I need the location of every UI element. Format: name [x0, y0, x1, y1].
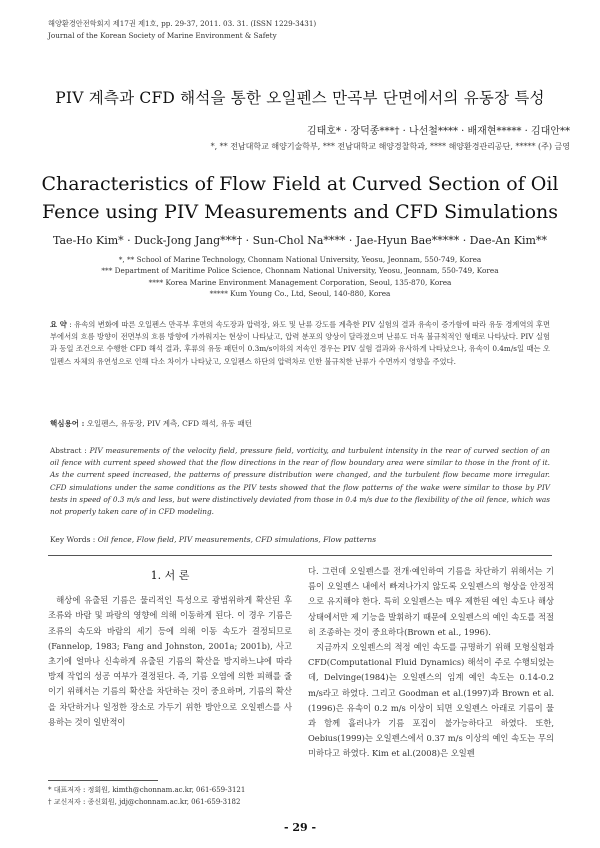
- body-paragraph: 지금까지 오일펜스의 적정 예인 속도를 규명하기 위해 모형실험과 CFD(Computational Fluid Dynamics) 해석이 주로 수행되었는데, Delvinge(1984)는 오일펜스의 임계 예인 속도는 0.14-0.2 m/s라고 하였다. 그리고 Goodman et al.(1997)과 Brown et al.(1996)은 유속이 0.2 m/s 이상이 되면 오일펜스 아래로 기름이 물과 함께 흘러나가 기름 포집이 불가능하다고 하였다. 또한, Oebius(1999)는 오일펜스에서 0.37 m/s 이상의 예인 속도는 무의미하다고 하였다. Kim et al.(2008)은 오일펜: [308, 642, 554, 759]
- journal-header: [48, 18, 316, 42]
- footnotes: [48, 785, 245, 808]
- affiliation-line: ***** Kum Young Co., Ltd, Seoul, 140-880, Korea: [209, 288, 391, 298]
- footnote: * 대표저자 : 정회원, kimth@chonnam.ac.kr, 061-659-3121: [48, 786, 246, 794]
- english-authors: Tae-Ho Kim* · Duck-Jong Jang***† · Sun-Chol Na**** · Jae-Hyun Bae***** · Dae-An Kim**: [53, 234, 547, 247]
- english-keywords-label: Key Words :: [50, 535, 96, 544]
- korean-keywords: [50, 418, 252, 429]
- korean-authors: 김태호* · 장덕종***† · 나선철**** · 배재현***** · 김대안**: [306, 126, 570, 137]
- footnote-divider: [48, 780, 158, 781]
- body-column-right: [308, 564, 554, 762]
- korean-abstract-text: : 유속의 변화에 따른 오일펜스 만곡부 후면의 속도장과 압력장, 와도 및 난류 강도를 계측한 PIV 실험의 결과 유속이 증가함에 따라 유동 경계역의 후면부에서의 흐름 방향이 전면부의 흐름 방향에 가까워지는 현상이 나타났고, 압력 분포의 양상이 달라졌으며 난류도 더욱 불규칙적인 형태로 나타났다. PIV 실험과 동일 조건으로 수행한 CFD 해석 결과, 후류의 유동 패턴이 0.3m/s이하의 저속인 경우는 PIV 실험 결과와 유사하게 나타났으나, 유속이 0.4m/s일 때는 오일펜스 자체의 유연성으로 인해 다소 차이가 나타났고, 오일펜스 하단의 압력차로 인한 불규칙한 난류가 수면까지 영향을 주었다.: [50, 320, 550, 366]
- body-paragraph: 해상에 유출된 기름은 물리적인 특성으로 광범위하게 확산된 후 조류와 바람 및 파랑의 영향에 의해 이동하게 된다. 이 경우 기름은 조류의 속도와 바람의 세기 등에 의해 이동 속도가 결정되므로(Fannelop, 1983; Fang and Johnston, 2001a; 2001b), 사고 초기에 얼마나 신속하게 유출된 기름의 확산을 방지하느냐에 따라 방제 작업의 성공 여부가 결정된다. 즉, 기름 오염에 의한 피해를 줄이기 위해서는 기름의 확산을 차단하는 것이 중요하며, 기름의 확산을 차단하거나 일정한 장소로 가두기 위한 방안으로 오일펜스를 사용하는 것이 일반적이: [48, 595, 292, 727]
- journal-citation: 해양환경안전학회지 제17권 제1호, pp. 29-37, 2011. 03. 31. (ISSN 1229-3431): [48, 19, 317, 28]
- korean-keywords-text: 오일펜스, 유동장, PIV 계측, CFD 해석, 유동 패턴: [86, 419, 253, 428]
- body-column-left: [48, 564, 292, 730]
- english-abstract-text: PIV measurements of the velocity field, pressure field, vorticity, and turbulent intensity in the rear of curved section of an oil fence with current speed showed that the flow directions in the rear of flow boundary area were similar to those in the front of it. As the current speed increased, the patterns of pressure distribution were changed, and the turbulent flow became more irregular. CFD simulations under the same conditions as the PIV tests showed that the flow patterns of the wake were similar to those by PIV tests in speed of 0.3 m/s and less, but were distinctively deviated from those in 0.4 m/s due to the flexibility of the oil fence, which was not properly taken care of in CFD modeling.: [50, 446, 550, 517]
- english-affiliations: [0, 254, 600, 299]
- korean-keywords-label: 핵심용어 :: [50, 419, 85, 428]
- korean-title: PIV 계측과 CFD 해석을 통한 오일펜스 만곡부 단면에서의 유동장 특성: [55, 89, 545, 107]
- english-title: Characteristics of Flow Field at Curved Section of Oil Fence using PIV Measurements and CFD Simulations: [41, 173, 559, 223]
- korean-affiliations: *, ** 전남대학교 해양기술학부, *** 전남대학교 해양경찰학과, **** 해양환경관리공단, ***** (주) 금영: [210, 142, 570, 151]
- section-divider: [48, 555, 552, 556]
- english-abstract-label: Abstract :: [50, 446, 87, 455]
- english-keywords: [50, 535, 376, 544]
- korean-abstract: [50, 319, 550, 368]
- journal-name: Journal of the Korean Society of Marine Environment & Safety: [48, 31, 277, 40]
- english-abstract: [50, 445, 550, 518]
- affiliation-line: *** Department of Maritime Police Science, Chonnam National University, Yeosu, Jeonnam, 550-749, Korea: [101, 266, 499, 276]
- section-heading: 1. 서 론: [150, 569, 190, 582]
- affiliation-line: **** Korea Marine Environment Management Corporation, Seoul, 135-870, Korea: [148, 277, 452, 287]
- affiliation-line: *, ** School of Marine Technology, Chonnam National University, Yeosu, Jeonnam, 550-749, Korea: [118, 255, 482, 264]
- korean-abstract-label: 요 약: [50, 320, 67, 329]
- english-keywords-text: Oil fence, Flow field, PIV measurements, CFD simulations, Flow patterns: [97, 535, 377, 544]
- page-number: - 29 -: [283, 821, 317, 834]
- body-paragraph: 다. 그런데 오일펜스를 전개·예인하여 기름을 차단하기 위해서는 기름이 오일펜스 내에서 빠져나가지 않도록 오일펜스의 형상을 안정적으로 유지해야 한다. 특히 오일펜스는 매우 제한된 예인 속도나 해상 상태에서만 제 기능을 발휘하기 때문에 오일펜스의 예인 속도를 적절히 조종하는 것이 중요하다(Brown et al., 1996).: [308, 566, 554, 637]
- footnote: † 교신저자 : 종신회원, jdj@chonnam.ac.kr, 061-659-3182: [48, 797, 241, 806]
